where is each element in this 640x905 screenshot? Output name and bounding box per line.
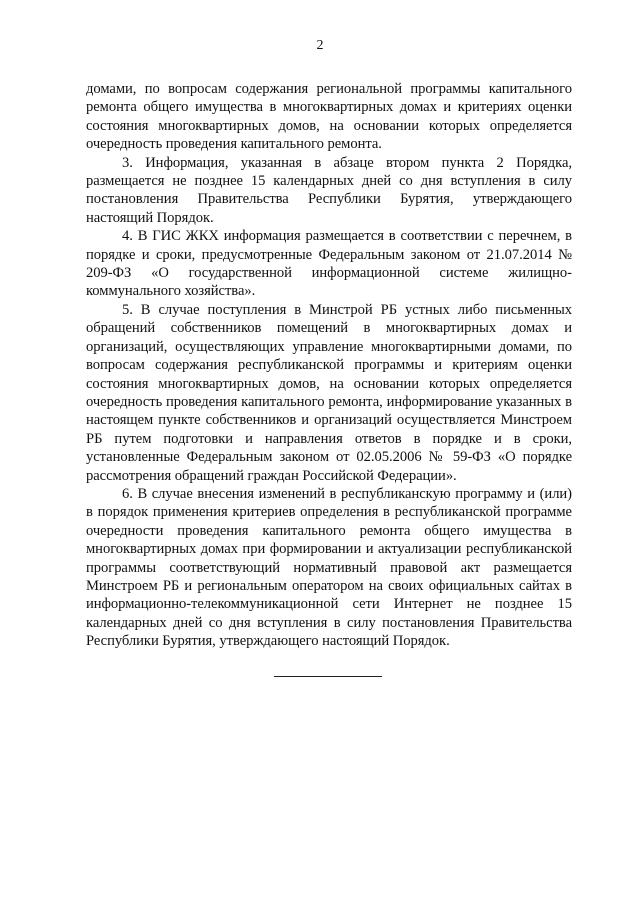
paragraph-item-5: 5. В случае поступления в Минстрой РБ устных либо письменных обращений собственников помещений в многоквартирных домах и организаций, осуществляющих управление многоквартирными домами, по вопросам содержания республиканской программы и критериям оценки состояния многоквартирных домов, на основании которых определяется очередность проведения капитального ремонта, информирование указанных в настоящем пункте собственников и организаций осуществляется Минстроем РБ путем подготовки и направления ответов в порядке и в сроки, установленные Федеральным законом от 02.05.2006 № 59-ФЗ «О порядке рассмотрения обращений граждан Российской Федерации». <box>86 301 572 484</box>
page-number: 2 <box>316 38 324 53</box>
end-divider <box>274 676 382 677</box>
paragraph-item-6: 6. В случае внесения изменений в республиканскую программу и (или) в порядок применения критериев определения в республиканской программе очередности проведения капитального ремонта общего имущества в многоквартирных домах при формировании и актуализации республиканской программы соответствующий нормативный правовой акт размещается Минстроем РБ и региональным оператором на своих официальных сайтах в информационно-телекоммуникационной сети Интернет не позднее 15 календарных дней со дня вступления в силу постановления Правительства Республики Бурятия, утверждающего настоящий Порядок. <box>86 485 572 650</box>
paragraph-continuation: домами, по вопросам содержания региональной программы капитального ремонта общего имущества в многоквартирных домах и критериях оценки состояния многоквартирных домов, на основании которых определяется очередность проведения капитального ремонта. <box>86 81 572 153</box>
paragraph-item-3: 3. Информация, указанная в абзаце втором пункта 2 Порядка, размещается не позднее 15 календарных дней со дня вступления в силу постановления Правительства Республики Бурятия, утверждающего настоящий Порядок. <box>86 154 572 226</box>
paragraph-item-4: 4. В ГИС ЖКХ информация размещается в соответствии с перечнем, в порядке и сроки, предусмотренные Федеральным законом от 21.07.2014 № 209-ФЗ «О государственной информационной системе жилищно-коммунального хозяйства». <box>86 228 572 300</box>
document-body <box>86 80 572 651</box>
